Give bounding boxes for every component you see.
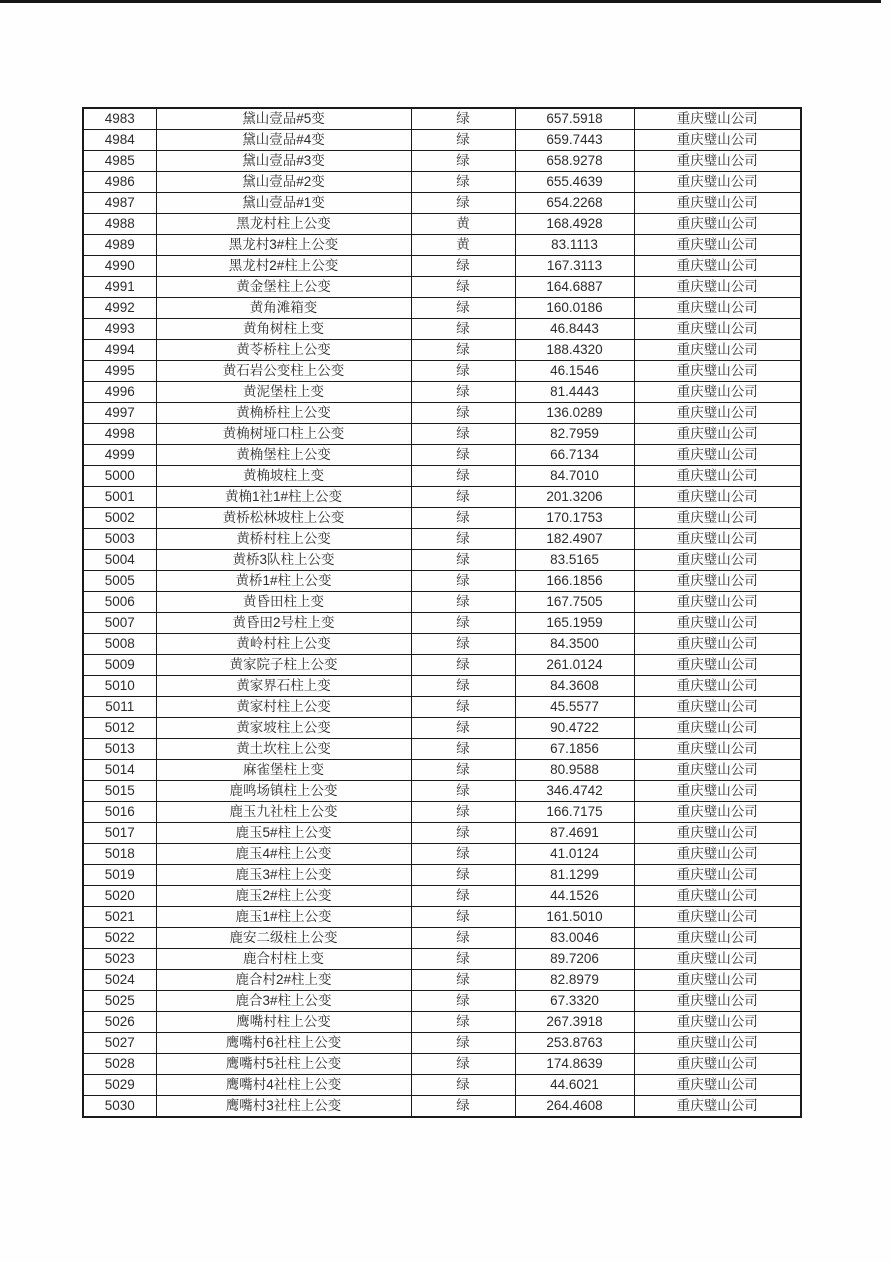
status-cell: 绿	[411, 319, 515, 340]
table-row	[83, 865, 801, 886]
transformer-name-cell: 鹰嘴村6社柱上公变	[156, 1033, 411, 1054]
row-id-cell: 4996	[83, 382, 156, 403]
row-id-cell: 5009	[83, 655, 156, 676]
load-value-cell: 261.0124	[515, 655, 634, 676]
load-value-cell: 83.0046	[515, 928, 634, 949]
status-cell: 绿	[411, 949, 515, 970]
company-cell: 重庆璧山公司	[634, 949, 801, 970]
load-value-cell: 164.6887	[515, 277, 634, 298]
company-cell: 重庆璧山公司	[634, 214, 801, 235]
transformer-name-cell: 鹰嘴村5社柱上公变	[156, 1054, 411, 1075]
status-cell: 绿	[411, 1012, 515, 1033]
status-cell: 绿	[411, 172, 515, 193]
transformer-name-cell: 黄桷堡柱上公变	[156, 445, 411, 466]
load-value-cell: 167.3113	[515, 256, 634, 277]
status-cell: 绿	[411, 466, 515, 487]
table-row	[83, 592, 801, 613]
load-value-cell: 658.9278	[515, 151, 634, 172]
transformer-name-cell: 黄家村柱上公变	[156, 697, 411, 718]
table-row	[83, 550, 801, 571]
transformer-name-cell: 黄桷坡柱上变	[156, 466, 411, 487]
table-row	[83, 1075, 801, 1096]
row-id-cell: 4987	[83, 193, 156, 214]
status-cell: 绿	[411, 361, 515, 382]
row-id-cell: 5030	[83, 1096, 156, 1118]
row-id-cell: 4997	[83, 403, 156, 424]
company-cell: 重庆璧山公司	[634, 466, 801, 487]
status-cell: 绿	[411, 487, 515, 508]
row-id-cell: 4986	[83, 172, 156, 193]
transformer-table-container	[82, 107, 802, 1118]
table-row	[83, 298, 801, 319]
transformer-name-cell: 鹿合村2#柱上变	[156, 970, 411, 991]
transformer-name-cell: 黄昏田柱上变	[156, 592, 411, 613]
row-id-cell: 5001	[83, 487, 156, 508]
load-value-cell: 170.1753	[515, 508, 634, 529]
company-cell: 重庆璧山公司	[634, 277, 801, 298]
load-value-cell: 84.3608	[515, 676, 634, 697]
load-value-cell: 201.3206	[515, 487, 634, 508]
row-id-cell: 5026	[83, 1012, 156, 1033]
transformer-name-cell: 黛山壹品#3变	[156, 151, 411, 172]
table-row	[83, 634, 801, 655]
company-cell: 重庆璧山公司	[634, 739, 801, 760]
load-value-cell: 44.6021	[515, 1075, 634, 1096]
company-cell: 重庆璧山公司	[634, 319, 801, 340]
load-value-cell: 174.8639	[515, 1054, 634, 1075]
load-value-cell: 81.4443	[515, 382, 634, 403]
table-row	[83, 676, 801, 697]
row-id-cell: 4991	[83, 277, 156, 298]
status-cell: 黄	[411, 214, 515, 235]
transformer-name-cell: 鹿安二级柱上公变	[156, 928, 411, 949]
company-cell: 重庆璧山公司	[634, 907, 801, 928]
status-cell: 绿	[411, 445, 515, 466]
transformer-name-cell: 鹿玉5#柱上公变	[156, 823, 411, 844]
company-cell: 重庆璧山公司	[634, 886, 801, 907]
status-cell: 绿	[411, 844, 515, 865]
row-id-cell: 4984	[83, 130, 156, 151]
status-cell: 绿	[411, 571, 515, 592]
company-cell: 重庆璧山公司	[634, 697, 801, 718]
table-row	[83, 214, 801, 235]
load-value-cell: 90.4722	[515, 718, 634, 739]
transformer-table	[82, 107, 802, 1118]
row-id-cell: 4998	[83, 424, 156, 445]
transformer-name-cell: 黄泥堡柱上变	[156, 382, 411, 403]
row-id-cell: 5011	[83, 697, 156, 718]
table-row	[83, 487, 801, 508]
load-value-cell: 659.7443	[515, 130, 634, 151]
transformer-name-cell: 黄家坡柱上公变	[156, 718, 411, 739]
transformer-name-cell: 黄石岩公变柱上公变	[156, 361, 411, 382]
table-row	[83, 1012, 801, 1033]
company-cell: 重庆璧山公司	[634, 256, 801, 277]
status-cell: 绿	[411, 907, 515, 928]
row-id-cell: 5012	[83, 718, 156, 739]
load-value-cell: 81.1299	[515, 865, 634, 886]
load-value-cell: 44.1526	[515, 886, 634, 907]
status-cell: 绿	[411, 718, 515, 739]
transformer-name-cell: 鹰嘴村3社柱上公变	[156, 1096, 411, 1118]
table-row	[83, 193, 801, 214]
status-cell: 绿	[411, 991, 515, 1012]
company-cell: 重庆璧山公司	[634, 130, 801, 151]
load-value-cell: 83.1113	[515, 235, 634, 256]
company-cell: 重庆璧山公司	[634, 613, 801, 634]
load-value-cell: 66.7134	[515, 445, 634, 466]
table-row	[83, 1033, 801, 1054]
status-cell: 绿	[411, 151, 515, 172]
load-value-cell: 346.4742	[515, 781, 634, 802]
load-value-cell: 182.4907	[515, 529, 634, 550]
status-cell: 绿	[411, 256, 515, 277]
status-cell: 绿	[411, 193, 515, 214]
transformer-name-cell: 黛山壹品#4变	[156, 130, 411, 151]
row-id-cell: 5006	[83, 592, 156, 613]
load-value-cell: 46.1546	[515, 361, 634, 382]
status-cell: 绿	[411, 886, 515, 907]
load-value-cell: 160.0186	[515, 298, 634, 319]
row-id-cell: 5027	[83, 1033, 156, 1054]
status-cell: 绿	[411, 865, 515, 886]
company-cell: 重庆璧山公司	[634, 676, 801, 697]
row-id-cell: 5013	[83, 739, 156, 760]
status-cell: 绿	[411, 529, 515, 550]
row-id-cell: 5017	[83, 823, 156, 844]
row-id-cell: 5015	[83, 781, 156, 802]
company-cell: 重庆璧山公司	[634, 970, 801, 991]
company-cell: 重庆璧山公司	[634, 193, 801, 214]
row-id-cell: 5007	[83, 613, 156, 634]
table-row	[83, 823, 801, 844]
transformer-name-cell: 黑龙村3#柱上公变	[156, 235, 411, 256]
table-row	[83, 277, 801, 298]
company-cell: 重庆璧山公司	[634, 823, 801, 844]
status-cell: 绿	[411, 277, 515, 298]
company-cell: 重庆璧山公司	[634, 1054, 801, 1075]
status-cell: 绿	[411, 1054, 515, 1075]
transformer-name-cell: 鹿玉九社柱上公变	[156, 802, 411, 823]
status-cell: 绿	[411, 613, 515, 634]
page-top-rule	[0, 0, 881, 3]
row-id-cell: 5016	[83, 802, 156, 823]
status-cell: 绿	[411, 739, 515, 760]
company-cell: 重庆璧山公司	[634, 340, 801, 361]
table-row	[83, 1096, 801, 1118]
load-value-cell: 253.8763	[515, 1033, 634, 1054]
company-cell: 重庆璧山公司	[634, 403, 801, 424]
table-row	[83, 949, 801, 970]
table-row	[83, 151, 801, 172]
status-cell: 绿	[411, 382, 515, 403]
row-id-cell: 5018	[83, 844, 156, 865]
load-value-cell: 161.5010	[515, 907, 634, 928]
company-cell: 重庆璧山公司	[634, 424, 801, 445]
load-value-cell: 46.8443	[515, 319, 634, 340]
load-value-cell: 82.8979	[515, 970, 634, 991]
row-id-cell: 5022	[83, 928, 156, 949]
transformer-name-cell: 黄角滩箱变	[156, 298, 411, 319]
load-value-cell: 41.0124	[515, 844, 634, 865]
load-value-cell: 166.7175	[515, 802, 634, 823]
status-cell: 绿	[411, 424, 515, 445]
transformer-name-cell: 黛山壹品#1变	[156, 193, 411, 214]
company-cell: 重庆璧山公司	[634, 151, 801, 172]
company-cell: 重庆璧山公司	[634, 1075, 801, 1096]
load-value-cell: 87.4691	[515, 823, 634, 844]
status-cell: 绿	[411, 634, 515, 655]
transformer-name-cell: 黄家界石柱上变	[156, 676, 411, 697]
status-cell: 绿	[411, 676, 515, 697]
transformer-name-cell: 黄角树柱上变	[156, 319, 411, 340]
row-id-cell: 5024	[83, 970, 156, 991]
table-row	[83, 970, 801, 991]
table-row	[83, 466, 801, 487]
status-cell: 绿	[411, 802, 515, 823]
company-cell: 重庆璧山公司	[634, 445, 801, 466]
status-cell: 绿	[411, 970, 515, 991]
table-row	[83, 781, 801, 802]
row-id-cell: 5003	[83, 529, 156, 550]
row-id-cell: 4993	[83, 319, 156, 340]
company-cell: 重庆璧山公司	[634, 928, 801, 949]
transformer-name-cell: 黄桥松林坡柱上公变	[156, 508, 411, 529]
table-row	[83, 655, 801, 676]
status-cell: 绿	[411, 508, 515, 529]
row-id-cell: 4999	[83, 445, 156, 466]
company-cell: 重庆璧山公司	[634, 634, 801, 655]
table-row	[83, 108, 801, 130]
status-cell: 绿	[411, 403, 515, 424]
status-cell: 绿	[411, 781, 515, 802]
transformer-name-cell: 鹿玉1#柱上公变	[156, 907, 411, 928]
load-value-cell: 67.3320	[515, 991, 634, 1012]
table-row	[83, 697, 801, 718]
row-id-cell: 5021	[83, 907, 156, 928]
transformer-name-cell: 鹿玉3#柱上公变	[156, 865, 411, 886]
status-cell: 绿	[411, 130, 515, 151]
row-id-cell: 4985	[83, 151, 156, 172]
row-id-cell: 4995	[83, 361, 156, 382]
row-id-cell: 4990	[83, 256, 156, 277]
table-row	[83, 235, 801, 256]
table-row	[83, 928, 801, 949]
table-row	[83, 424, 801, 445]
company-cell: 重庆璧山公司	[634, 508, 801, 529]
row-id-cell: 5005	[83, 571, 156, 592]
load-value-cell: 267.3918	[515, 1012, 634, 1033]
row-id-cell: 4992	[83, 298, 156, 319]
transformer-name-cell: 鹰嘴村柱上公变	[156, 1012, 411, 1033]
transformer-name-cell: 鹿合村柱上变	[156, 949, 411, 970]
transformer-name-cell: 鹿鸣场镇柱上公变	[156, 781, 411, 802]
row-id-cell: 5008	[83, 634, 156, 655]
transformer-table-body	[83, 108, 801, 1117]
load-value-cell: 168.4928	[515, 214, 634, 235]
transformer-name-cell: 黄岭村柱上公变	[156, 634, 411, 655]
transformer-name-cell: 黄家院子柱上公变	[156, 655, 411, 676]
table-row	[83, 172, 801, 193]
table-row	[83, 739, 801, 760]
table-row	[83, 907, 801, 928]
status-cell: 绿	[411, 298, 515, 319]
status-cell: 绿	[411, 340, 515, 361]
row-id-cell: 4989	[83, 235, 156, 256]
company-cell: 重庆璧山公司	[634, 655, 801, 676]
status-cell: 绿	[411, 697, 515, 718]
transformer-name-cell: 黄金堡柱上公变	[156, 277, 411, 298]
table-row	[83, 1054, 801, 1075]
row-id-cell: 5004	[83, 550, 156, 571]
status-cell: 绿	[411, 1096, 515, 1118]
table-row	[83, 760, 801, 781]
company-cell: 重庆璧山公司	[634, 781, 801, 802]
status-cell: 绿	[411, 1075, 515, 1096]
company-cell: 重庆璧山公司	[634, 382, 801, 403]
transformer-name-cell: 黑龙村柱上公变	[156, 214, 411, 235]
company-cell: 重庆璧山公司	[634, 361, 801, 382]
company-cell: 重庆璧山公司	[634, 991, 801, 1012]
status-cell: 绿	[411, 928, 515, 949]
company-cell: 重庆璧山公司	[634, 550, 801, 571]
company-cell: 重庆璧山公司	[634, 235, 801, 256]
company-cell: 重庆璧山公司	[634, 487, 801, 508]
load-value-cell: 67.1856	[515, 739, 634, 760]
load-value-cell: 45.5577	[515, 697, 634, 718]
table-row	[83, 403, 801, 424]
transformer-name-cell: 鹿合3#柱上公变	[156, 991, 411, 1012]
transformer-name-cell: 黄桷树垭口柱上公变	[156, 424, 411, 445]
transformer-name-cell: 黑龙村2#柱上公变	[156, 256, 411, 277]
table-row	[83, 571, 801, 592]
transformer-name-cell: 黛山壹品#5变	[156, 108, 411, 130]
company-cell: 重庆璧山公司	[634, 298, 801, 319]
load-value-cell: 166.1856	[515, 571, 634, 592]
company-cell: 重庆璧山公司	[634, 592, 801, 613]
table-row	[83, 613, 801, 634]
transformer-name-cell: 麻雀堡柱上变	[156, 760, 411, 781]
row-id-cell: 5002	[83, 508, 156, 529]
load-value-cell: 188.4320	[515, 340, 634, 361]
table-row	[83, 844, 801, 865]
company-cell: 重庆璧山公司	[634, 1012, 801, 1033]
row-id-cell: 5023	[83, 949, 156, 970]
status-cell: 绿	[411, 1033, 515, 1054]
company-cell: 重庆璧山公司	[634, 844, 801, 865]
transformer-name-cell: 鹰嘴村4社柱上公变	[156, 1075, 411, 1096]
row-id-cell: 5010	[83, 676, 156, 697]
row-id-cell: 5029	[83, 1075, 156, 1096]
transformer-name-cell: 黄土坎柱上公变	[156, 739, 411, 760]
load-value-cell: 264.4608	[515, 1096, 634, 1118]
row-id-cell: 4994	[83, 340, 156, 361]
company-cell: 重庆璧山公司	[634, 1033, 801, 1054]
load-value-cell: 167.7505	[515, 592, 634, 613]
status-cell: 黄	[411, 235, 515, 256]
status-cell: 绿	[411, 592, 515, 613]
company-cell: 重庆璧山公司	[634, 108, 801, 130]
company-cell: 重庆璧山公司	[634, 802, 801, 823]
company-cell: 重庆璧山公司	[634, 718, 801, 739]
row-id-cell: 5019	[83, 865, 156, 886]
status-cell: 绿	[411, 550, 515, 571]
load-value-cell: 654.2268	[515, 193, 634, 214]
transformer-name-cell: 黄桥村柱上公变	[156, 529, 411, 550]
transformer-name-cell: 鹿玉2#柱上公变	[156, 886, 411, 907]
row-id-cell: 5000	[83, 466, 156, 487]
table-row	[83, 382, 801, 403]
company-cell: 重庆璧山公司	[634, 1096, 801, 1118]
company-cell: 重庆璧山公司	[634, 865, 801, 886]
status-cell: 绿	[411, 108, 515, 130]
row-id-cell: 5014	[83, 760, 156, 781]
row-id-cell: 5028	[83, 1054, 156, 1075]
status-cell: 绿	[411, 823, 515, 844]
table-row	[83, 508, 801, 529]
load-value-cell: 84.3500	[515, 634, 634, 655]
table-row	[83, 991, 801, 1012]
table-row	[83, 130, 801, 151]
transformer-name-cell: 黄桷桥柱上公变	[156, 403, 411, 424]
transformer-name-cell: 黄桷1社1#柱上公变	[156, 487, 411, 508]
table-row	[83, 319, 801, 340]
load-value-cell: 165.1959	[515, 613, 634, 634]
table-row	[83, 256, 801, 277]
row-id-cell: 4983	[83, 108, 156, 130]
table-row	[83, 718, 801, 739]
load-value-cell: 80.9588	[515, 760, 634, 781]
table-row	[83, 361, 801, 382]
load-value-cell: 655.4639	[515, 172, 634, 193]
table-row	[83, 529, 801, 550]
transformer-name-cell: 黄桥3队柱上公变	[156, 550, 411, 571]
load-value-cell: 89.7206	[515, 949, 634, 970]
table-row	[83, 445, 801, 466]
company-cell: 重庆璧山公司	[634, 172, 801, 193]
row-id-cell: 4988	[83, 214, 156, 235]
row-id-cell: 5025	[83, 991, 156, 1012]
load-value-cell: 136.0289	[515, 403, 634, 424]
company-cell: 重庆璧山公司	[634, 529, 801, 550]
transformer-name-cell: 黄桥1#柱上公变	[156, 571, 411, 592]
table-row	[83, 886, 801, 907]
transformer-name-cell: 黄苓桥柱上公变	[156, 340, 411, 361]
company-cell: 重庆璧山公司	[634, 571, 801, 592]
table-row	[83, 802, 801, 823]
transformer-name-cell: 黄昏田2号柱上变	[156, 613, 411, 634]
transformer-name-cell: 黛山壹品#2变	[156, 172, 411, 193]
load-value-cell: 83.5165	[515, 550, 634, 571]
status-cell: 绿	[411, 760, 515, 781]
load-value-cell: 84.7010	[515, 466, 634, 487]
company-cell: 重庆璧山公司	[634, 760, 801, 781]
load-value-cell: 82.7959	[515, 424, 634, 445]
table-row	[83, 340, 801, 361]
load-value-cell: 657.5918	[515, 108, 634, 130]
transformer-name-cell: 鹿玉4#柱上公变	[156, 844, 411, 865]
row-id-cell: 5020	[83, 886, 156, 907]
status-cell: 绿	[411, 655, 515, 676]
